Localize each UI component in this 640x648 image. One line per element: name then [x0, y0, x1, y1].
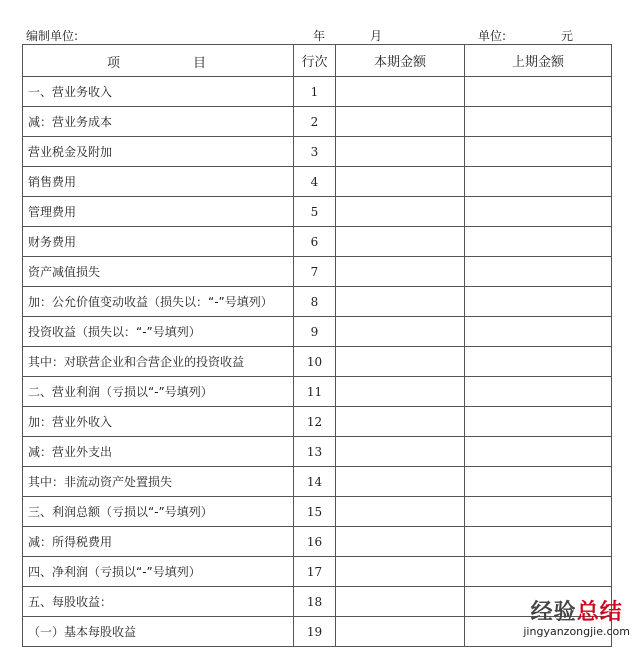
- row-line-number: 15: [294, 497, 336, 527]
- row-current-amount-cell[interactable]: [336, 437, 465, 467]
- column-header-previous-amount: 上期金额: [465, 45, 612, 77]
- table-row: [23, 437, 612, 467]
- row-previous-amount-cell[interactable]: [465, 587, 612, 617]
- row-line-number: 9: [294, 317, 336, 347]
- table-row: [23, 587, 612, 617]
- table-row: [23, 527, 612, 557]
- row-line-number: 11: [294, 377, 336, 407]
- table-row: [23, 167, 612, 197]
- table-row: [23, 467, 612, 497]
- row-item-label: 减：营业务成本: [23, 107, 294, 137]
- row-item-label: 其中：非流动资产处置损失: [23, 467, 294, 497]
- row-line-number: 8: [294, 287, 336, 317]
- table-row: [23, 257, 612, 287]
- row-item-label: （一）基本每股收益: [23, 617, 294, 647]
- row-previous-amount-cell[interactable]: [465, 287, 612, 317]
- row-current-amount-cell[interactable]: [336, 227, 465, 257]
- row-previous-amount-cell[interactable]: [465, 197, 612, 227]
- row-line-number: 14: [294, 467, 336, 497]
- currency-unit-value: 元: [561, 29, 574, 43]
- column-header-row-no: 行次: [294, 45, 336, 77]
- row-previous-amount-cell[interactable]: [465, 377, 612, 407]
- table-row: [23, 317, 612, 347]
- row-line-number: 5: [294, 197, 336, 227]
- row-previous-amount-cell[interactable]: [465, 167, 612, 197]
- column-header-item-a: 项: [107, 56, 121, 71]
- row-current-amount-cell[interactable]: [336, 557, 465, 587]
- row-item-label: 营业税金及附加: [23, 137, 294, 167]
- table-row: [23, 407, 612, 437]
- column-header-item-b: 目: [193, 56, 207, 71]
- row-item-label: 财务费用: [23, 227, 294, 257]
- table-row: [23, 137, 612, 167]
- table-header-row: [23, 45, 612, 77]
- row-previous-amount-cell[interactable]: [465, 347, 612, 377]
- table-row: [23, 497, 612, 527]
- month-label: 月: [370, 29, 383, 43]
- row-previous-amount-cell[interactable]: [465, 407, 612, 437]
- table-row: [23, 227, 612, 257]
- row-item-label: 加：公允价值变动收益（损失以：“-”号填列）: [23, 287, 294, 317]
- row-item-label: 二、营业利润（亏损以“-”号填列）: [23, 377, 294, 407]
- row-current-amount-cell[interactable]: [336, 527, 465, 557]
- row-previous-amount-cell[interactable]: [465, 317, 612, 347]
- row-line-number: 4: [294, 167, 336, 197]
- table-row: [23, 197, 612, 227]
- row-item-label: 一、营业务收入: [23, 77, 294, 107]
- table-row: [23, 77, 612, 107]
- row-item-label: 销售费用: [23, 167, 294, 197]
- row-previous-amount-cell[interactable]: [465, 497, 612, 527]
- row-current-amount-cell[interactable]: [336, 197, 465, 227]
- row-current-amount-cell[interactable]: [336, 347, 465, 377]
- row-item-label: 管理费用: [23, 197, 294, 227]
- row-item-label: 其中：对联营企业和合营企业的投资收益: [23, 347, 294, 377]
- row-item-label: 五、每股收益：: [23, 587, 294, 617]
- row-line-number: 2: [294, 107, 336, 137]
- income-statement-table: [22, 44, 612, 647]
- column-header-current-amount: 本期金额: [336, 45, 465, 77]
- row-current-amount-cell[interactable]: [336, 287, 465, 317]
- row-current-amount-cell[interactable]: [336, 137, 465, 167]
- row-previous-amount-cell[interactable]: [465, 617, 612, 647]
- row-line-number: 19: [294, 617, 336, 647]
- row-line-number: 13: [294, 437, 336, 467]
- currency-unit-label: 单位:: [478, 29, 507, 43]
- row-previous-amount-cell[interactable]: [465, 557, 612, 587]
- compiling-unit-label: 编制单位:: [26, 29, 79, 43]
- row-line-number: 17: [294, 557, 336, 587]
- table-row: [23, 617, 612, 647]
- row-item-label: 投资收益（损失以：“-”号填列）: [23, 317, 294, 347]
- row-current-amount-cell[interactable]: [336, 257, 465, 287]
- row-line-number: 7: [294, 257, 336, 287]
- row-previous-amount-cell[interactable]: [465, 257, 612, 287]
- row-item-label: 减：所得税费用: [23, 527, 294, 557]
- row-line-number: 18: [294, 587, 336, 617]
- row-line-number: 1: [294, 77, 336, 107]
- row-line-number: 3: [294, 137, 336, 167]
- row-current-amount-cell[interactable]: [336, 407, 465, 437]
- row-previous-amount-cell[interactable]: [465, 137, 612, 167]
- row-item-label: 减：营业外支出: [23, 437, 294, 467]
- row-line-number: 10: [294, 347, 336, 377]
- row-previous-amount-cell[interactable]: [465, 107, 612, 137]
- year-label: 年: [313, 29, 326, 43]
- table-row: [23, 347, 612, 377]
- row-previous-amount-cell[interactable]: [465, 77, 612, 107]
- row-current-amount-cell[interactable]: [336, 77, 465, 107]
- row-current-amount-cell[interactable]: [336, 617, 465, 647]
- watermark-logo-text: 经验总结: [530, 600, 623, 625]
- row-line-number: 16: [294, 527, 336, 557]
- row-current-amount-cell[interactable]: [336, 467, 465, 497]
- row-current-amount-cell[interactable]: [336, 497, 465, 527]
- row-current-amount-cell[interactable]: [336, 377, 465, 407]
- row-item-label: 资产减值损失: [23, 257, 294, 287]
- row-current-amount-cell[interactable]: [336, 317, 465, 347]
- row-item-label: 四、净利润（亏损以“-”号填列）: [23, 557, 294, 587]
- row-current-amount-cell[interactable]: [336, 587, 465, 617]
- row-previous-amount-cell[interactable]: [465, 527, 612, 557]
- table-row: [23, 377, 612, 407]
- row-line-number: 6: [294, 227, 336, 257]
- table-row: [23, 107, 612, 137]
- table-row: [23, 287, 612, 317]
- row-item-label: 加：营业外收入: [23, 407, 294, 437]
- row-previous-amount-cell[interactable]: [465, 467, 612, 497]
- row-line-number: 12: [294, 407, 336, 437]
- column-header-item: [23, 45, 294, 77]
- row-current-amount-cell[interactable]: [336, 167, 465, 197]
- row-item-label: 三、利润总额（亏损以“-”号填列）: [23, 497, 294, 527]
- row-current-amount-cell[interactable]: [336, 107, 465, 137]
- watermark-url: jingyanzongjie.com: [523, 625, 630, 638]
- row-previous-amount-cell[interactable]: [465, 227, 612, 257]
- report-header: [0, 27, 640, 43]
- table-row: [23, 557, 612, 587]
- row-previous-amount-cell[interactable]: [465, 437, 612, 467]
